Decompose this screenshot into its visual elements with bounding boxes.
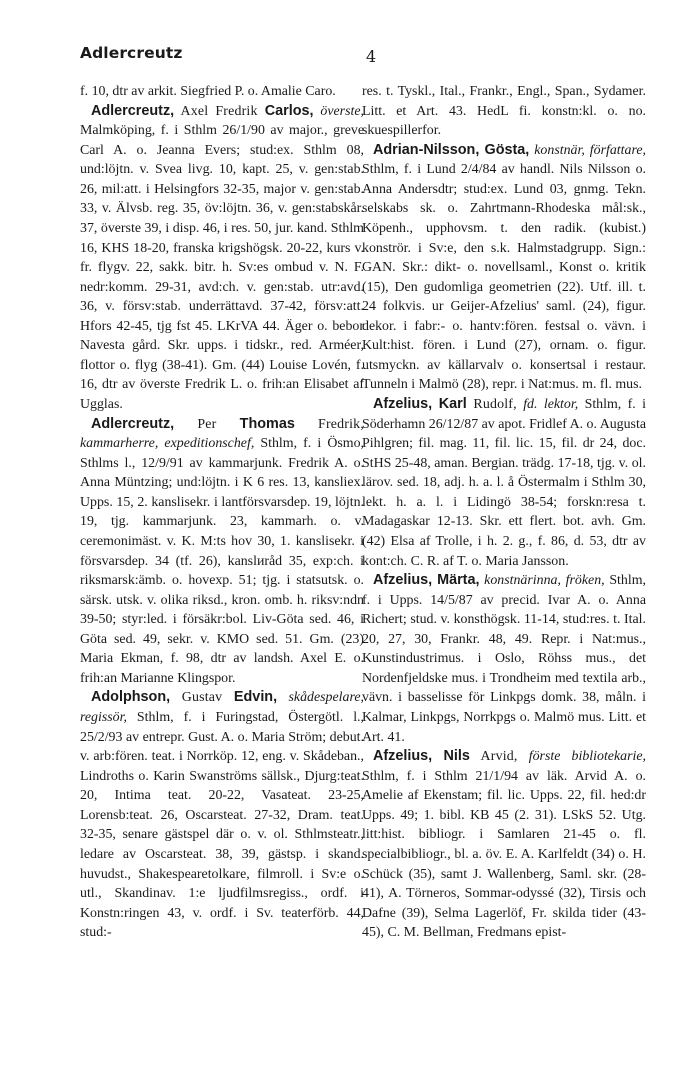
entry-given-names: Per	[174, 416, 240, 432]
entry-body: Malmköping, f. i Sthlm 26/1/90 av major., greve Carl A. o. Jeanna Evers; stud:ex. Sthlm 08, und:löjtn. v. Svea livg. 10, kapt. 25, v. gen:stab. 26, mil:att. i Helsingfors 32-35, major v. gen:stab. 33, v. Älvsb. reg. 35, öv:löjtn. 36, v. gen:stabskår. 37, överste 39, i disp. 46, i res. 50, jur. kand. Sthlm 16, KHS 18-20, franska krigshögsk. 20-22, kurs v. fr. flygv. 22, sakk. bitr. h. Sv:es ombud v. N. F. nedr:komm. 29-31, avd:ch. v. gen:stab. utr:avd. 36, v. försv:stab. underrättavd. 37-42, försv:att. Hfors 42-45, tjg fst 45. LKrVA 44. Äger o. bebor Navesta gård. Skr. upps. i tidskr., red. Arméer, flottor o. flyg (38-41). Gm. (44) Louise Lovén, f. 16, dtr av överste Fredrik L. o. frih:an Elisabet af Ugglas.	[80, 123, 364, 412]
entry-body: Sthlm, f. i Sthlm 21/1/94 av läk. Arvid A. o. Amelie af Ekenstam; fil. lic. Upps. 22, fil. hed:dr Upps. 49; 1. bibl. KB 45 (2. 31). LSkS 52. Utg. litt:hist. bibliogr. i Samlaren 21-45 o. fl. specialbibliogr., bl. a. öv. E. A. Karlfeldt (34) o. H. Schück (35), samt J. Wallenberg, Saml. skr. (28-41), A. Törneros, Sommar-odyssé (32), Tirsis och Dafne (39), Selma Lagerlöf, Fr. skilda tider (43-45), C. M. Bellman, Fredmans epist-	[362, 768, 646, 941]
entry-surname: Adolphson,	[91, 689, 171, 706]
entry-surname: Adlercreutz,	[91, 415, 175, 432]
entry-surname: Afzelius,	[373, 748, 433, 765]
biography-entry	[362, 571, 646, 747]
entry-callname: Edvin,	[233, 689, 278, 706]
entry-surname: Adrian-Nilsson,	[373, 141, 480, 158]
biography-entry	[80, 688, 364, 942]
entry-occupation: överste,	[320, 103, 364, 119]
biography-entry	[80, 415, 364, 689]
biography-entry	[362, 141, 646, 395]
running-head: Adlercreutz	[80, 44, 183, 62]
entry-callname: Thomas	[239, 415, 295, 432]
entry-given-names-after: Arvid,	[469, 749, 518, 765]
entry-given-names-after: Rudolf,	[466, 397, 517, 412]
entry-body: Sthlm, f. i Ösmo, Sthlms l., 12/9/91 av kammarjunk. Fredrik A. o. Anna Müntzing; und:löjtn. i K 6 res. 13, kansliex. Upps. 15, 2. kanslisekr. i lantförsvarsdep. 19, löjtn. 19, tjg. kammarjunk. 23, kammarh. o. v. ceremonimäst. v. K. M:ts hov 30, 1. kanslisekr. i försvarsdep. 34 (tf. 26), kanslиråd 35, exp:ch. i riksmarsk:ämb. o. hovexp. 51; tjg. i statsutsk. o. särsk. utsk. v. olika riksd., kron. omb. h. riksv:ndn 39-50; styr:led. i försäkr:bol. Liv-Göta sed. 46, i Göta sed. 49, sekr. v. KMO sed. 51. Gm. (23) Maria Ekman, f. 98, dtr av landsh. Axel E. o. frih:an Marianne Klingspor.	[80, 436, 364, 686]
entry-callname: Nils	[443, 748, 470, 765]
entry-occupation: konstnärinna, fröken,	[479, 573, 605, 589]
entry-callname: Karl	[438, 396, 467, 412]
entry-given-names: Axel Fredrik	[174, 103, 265, 119]
entry-body: Sthlm, f. i Furingstad, Östergötl. l., 25/2/93 av entrepr. Gust. A. o. Maria Ström; debut. v. arb:fören. teat. i Norrköp. 12, eng. v. Skådeban., Lindroths o. Karin Swanströms sällsk., Djurg:teat. 20, Intima teat. 20-22, Vasateat. 23-25, Lorensb:teat. 26, Oscarsteat. 27-32, Dram. teat. 32-35, senare gästspel där o. v. ol. Sthlmsteatr., ledare av Oscarsteat. 38, 39, gästsp. i skand. huvudst., Shakespearetolkare, filmroll. i Sv:e o. utl., Skandinav. 1:e ljudfilmsregiss., ordf. i Konstn:ringen 43, v. ordf. i Sv. teaterförb. 44, stud:-	[80, 710, 364, 941]
continuation-text: f. 10, dtr av arkit. Siegfried P. o. Amalie Caro.	[80, 84, 336, 99]
entry-surname: Afzelius,	[373, 396, 433, 412]
right-column	[362, 82, 646, 943]
entry-given-names-after: Fredrik,	[294, 416, 364, 432]
page-header	[80, 44, 620, 72]
entry-body: Sthlm, f. i Upps. 14/5/87 av prесid. Ivar A. o. Anna Richert; stud. v. konsthögsk. 11-14, stud:res. t. Ital. 20, 27, 30, Frankr. 48, 49. Repr. i Nat:mus., Kunstindustrimus. i Oslo, Röhss mus., det Nordenfjeldske mus. i Trondheim med textila arb., vävn. i basselisse för Linkpgs domk. 38, måln. i Kalmar, Linkpgs, Norrkpgs o. Malmö mus. Litt. et Art. 41.	[362, 573, 646, 745]
entry-occupation: kammarherre, expeditionschef,	[80, 436, 255, 452]
biography-entry	[362, 395, 646, 571]
entry-occupation: fd. lektor,	[516, 397, 579, 412]
entry-body: Sthlm, f. i Lund 2/4/84 av handl. Nils Nilsson o. Anna Andersdtr; stud:ex. Lund 03, gnmg. Tekn. selskabs sk. o. Zahrtmann-Rhodeska mål:sk., Köpenh., upphovsm. t. den radik. (kubist.) konströr. i Sv:e, den s.k. Halmstadgrupp. Sign.: GAN. Skr.: dikt- o. novellsaml., Konst o. kritik (15), Den gudomliga geometrien (22). Utf. ill. t. 24 folkvis. ur Geijer-Afzelius' saml. (24), figur. dekor. i fabr:- o. hantv:fören. festsal o. vävn. i Kult:hist. fören. i Lund (27), ornam. o. figur. utsmyckn. av källarvalv o. konsertsal i restaur. Tunneln i Malmö (28), repr. i Nat:mus. m. fl. mus.	[362, 162, 646, 393]
entry-callname: Gösta,	[484, 141, 530, 158]
biography-entry	[362, 747, 646, 943]
entry-given-names	[432, 397, 439, 412]
entry-surname: Afzelius,	[373, 572, 433, 589]
entry-callname: Märta,	[437, 572, 480, 589]
entry-occupation: skådespelare, regissör,	[80, 690, 364, 725]
entry-body: Sthlm, f. i Söderhamn 26/12/87 av apot. Fridlef A. o. Augusta Pihlgren; fil. mag. 11, fil. lic. 15, fil. dr 24, doc. StHS 25-48, aman. Bergian. trädg. 17-18, tjg. v. ol. lärov. sed. 18, adj. h. a. l. å Östermalm i Sthlm 30, lekt. h. a. l. i Lidingö 38-54; forskn:resa t. Madagaskar 12-13. Skr. ett flert. bot. avh. Gm. (42) Elsa af Trolle, i h. 2. g., f. 86, d. 53, dtr av kont:ch. C. R. af T. o. Maria Jansson.	[362, 397, 646, 569]
continuation-text: res. t. Tyskl., Ital., Frankr., Engl., Span., Sydamer. Litt. et Art. 43. HedL fi. konstn:kl. o. no. skuespillerfor.	[362, 84, 646, 139]
entry-occupation: förste bibliotekarie,	[517, 749, 646, 765]
entry-given-names: Gustav	[170, 690, 234, 706]
entry-occupation: konstnär, författare,	[529, 142, 646, 158]
left-column	[80, 82, 364, 943]
entry-callname: Carlos,	[264, 102, 314, 119]
biography-entry	[80, 102, 364, 415]
entry-surname: Adlercreutz,	[91, 102, 175, 119]
page-number: 4	[366, 47, 377, 66]
entry-given-names	[432, 749, 443, 764]
